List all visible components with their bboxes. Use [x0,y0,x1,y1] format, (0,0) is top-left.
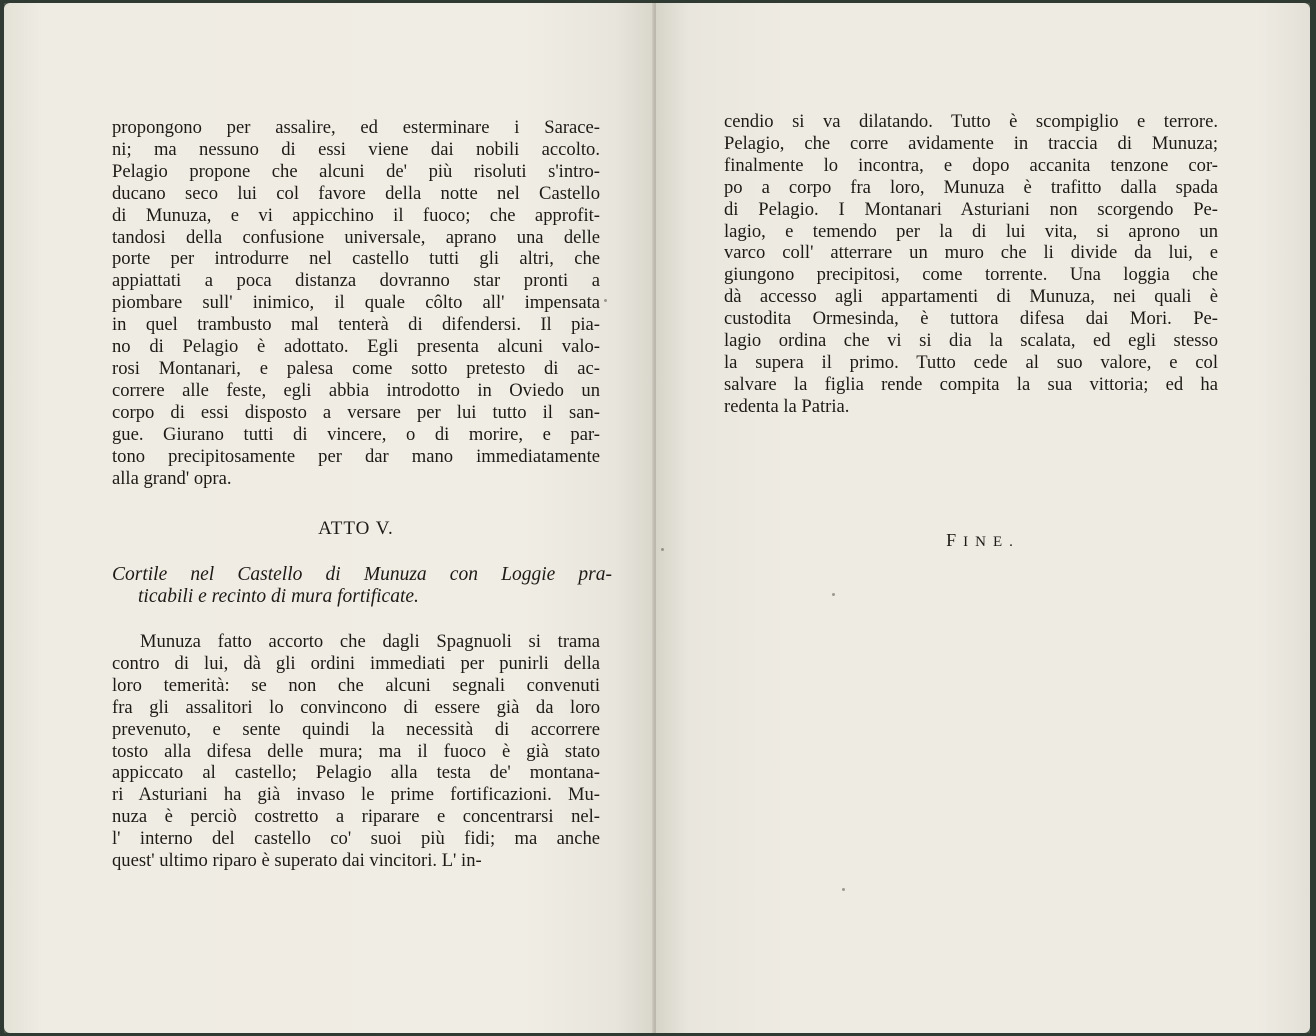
text-line: Pelagio propone che alcuni de' più risoluti s'intro- [112,160,600,182]
text-line: Munuza fatto accorto che dagli Spagnuoli si trama [140,631,600,652]
text-line: corpo di essi disposto a versare per lui tutto il san- [112,401,600,423]
text-line: varco coll' atterrare un muro che li divide da lui, e [724,242,1218,264]
right-page [656,3,1310,1033]
paper-speck [661,548,664,551]
end-mark-initial: F [946,530,964,550]
left-paragraph-1 [112,117,600,489]
text-line: rosi Montanari, e palesa come sotto pretesto di ac- [112,357,600,379]
text-line: salvare la figlia rende compita la sua vittoria; ed ha [724,373,1218,395]
text-line: tosto alla difesa delle mura; ma il fuoco è già stato [112,740,600,762]
text-line: redenta la Patria. [724,395,850,417]
text-line: lagio, e temendo per la di lui vita, si aprono un [724,220,1218,242]
text-line: di Munuza, e vi appicchino il fuoco; che approfit- [112,204,600,226]
left-paragraph-2 [112,631,600,872]
paper-speck [832,593,835,596]
scene-description [112,564,612,608]
text-line: tandosi della confusione universale, aprano una delle [112,226,600,248]
text-line: l' interno del castello co' suoi più fidi; ma anche [112,828,600,850]
paper-speck [842,888,845,891]
scene-line: ticabili e recinto di mura fortificate. [138,586,419,607]
text-line: tono precipitosamente per dar mano immediatamente [112,445,600,467]
text-line: alla grand' opra. [112,467,232,489]
text-line: prevenuto, e sente quindi la necessità di accorrere [112,718,600,740]
text-line: lagio ordina che vi si dia la scalata, ed egli stesso [724,330,1218,352]
text-line: ni; ma nessuno di essi viene dai nobili accolto. [112,138,600,160]
act-heading: ATTO V. [318,518,394,539]
text-line: dà accesso agli appartamenti di Munuza, nei quali è [724,286,1218,308]
text-line: loro temerità: se non che alcuni segnali convenuti [112,674,600,696]
text-line: piombare sull' inimico, il quale côlto all' impensata [112,292,600,314]
text-line: la supera il primo. Tutto cede al suo valore, e col [724,351,1218,373]
text-line: giungono precipitosi, come torrente. Una loggia che [724,264,1218,286]
text-line: correre alle feste, egli abbia introdotto in Oviedo un [112,379,600,401]
right-paragraph [724,111,1218,418]
text-line: no di Pelagio è adottato. Egli presenta alcuni valo- [112,336,600,358]
text-line: propongono per assalire, ed esterminare i Sarace- [112,117,600,138]
text-line: gue. Giurano tutti di vincere, o di morire, e par- [112,423,600,445]
text-line: cendio si va dilatando. Tutto è scompiglio e terrore. [724,111,1218,132]
text-line: appiccato al castello; Pelagio alla testa de' montana- [112,762,600,784]
text-line: Pelagio, che corre avidamente in traccia di Munuza; [724,132,1218,154]
text-line: finalmente lo incontra, e dopo accanita tenzone cor- [724,154,1218,176]
text-line: quest' ultimo riparo è superato dai vincitori. L' in- [112,850,482,872]
text-line: nuza è perciò costretto a riparare e concentrarsi nel- [112,806,600,828]
text-line: custodita Ormesinda, è tuttora difesa dai Mori. Pe- [724,308,1218,330]
text-line: po a corpo fra loro, Munuza è trafitto dalla spada [724,176,1218,198]
text-line: ri Asturiani ha già invaso le prime fortificazioni. Mu- [112,784,600,806]
paper-speck [604,299,607,302]
text-line: ducano seco lui col favore della notte nel Castello [112,182,600,204]
text-line: fra gli assalitori lo convincono di essere già da loro [112,696,600,718]
end-mark-rest: INE. [963,534,1020,550]
text-line: contro di lui, dà gli ordini immediati per punirli della [112,652,600,674]
book-spread [4,3,1310,1033]
scene-line: Cortile nel Castello di Munuza con Loggie pra- [112,564,612,585]
text-line: appiattati a poca distanza dovranno star pronti a [112,270,600,292]
text-line: porte per introdurre nel castello tutti gli altri, che [112,248,600,270]
text-line: in quel trambusto mal tenterà di difendersi. Il pia- [112,314,600,336]
end-mark [656,530,1310,551]
left-page [4,3,654,1033]
text-line: di Pelagio. I Montanari Asturiani non scorgendo Pe- [724,198,1218,220]
